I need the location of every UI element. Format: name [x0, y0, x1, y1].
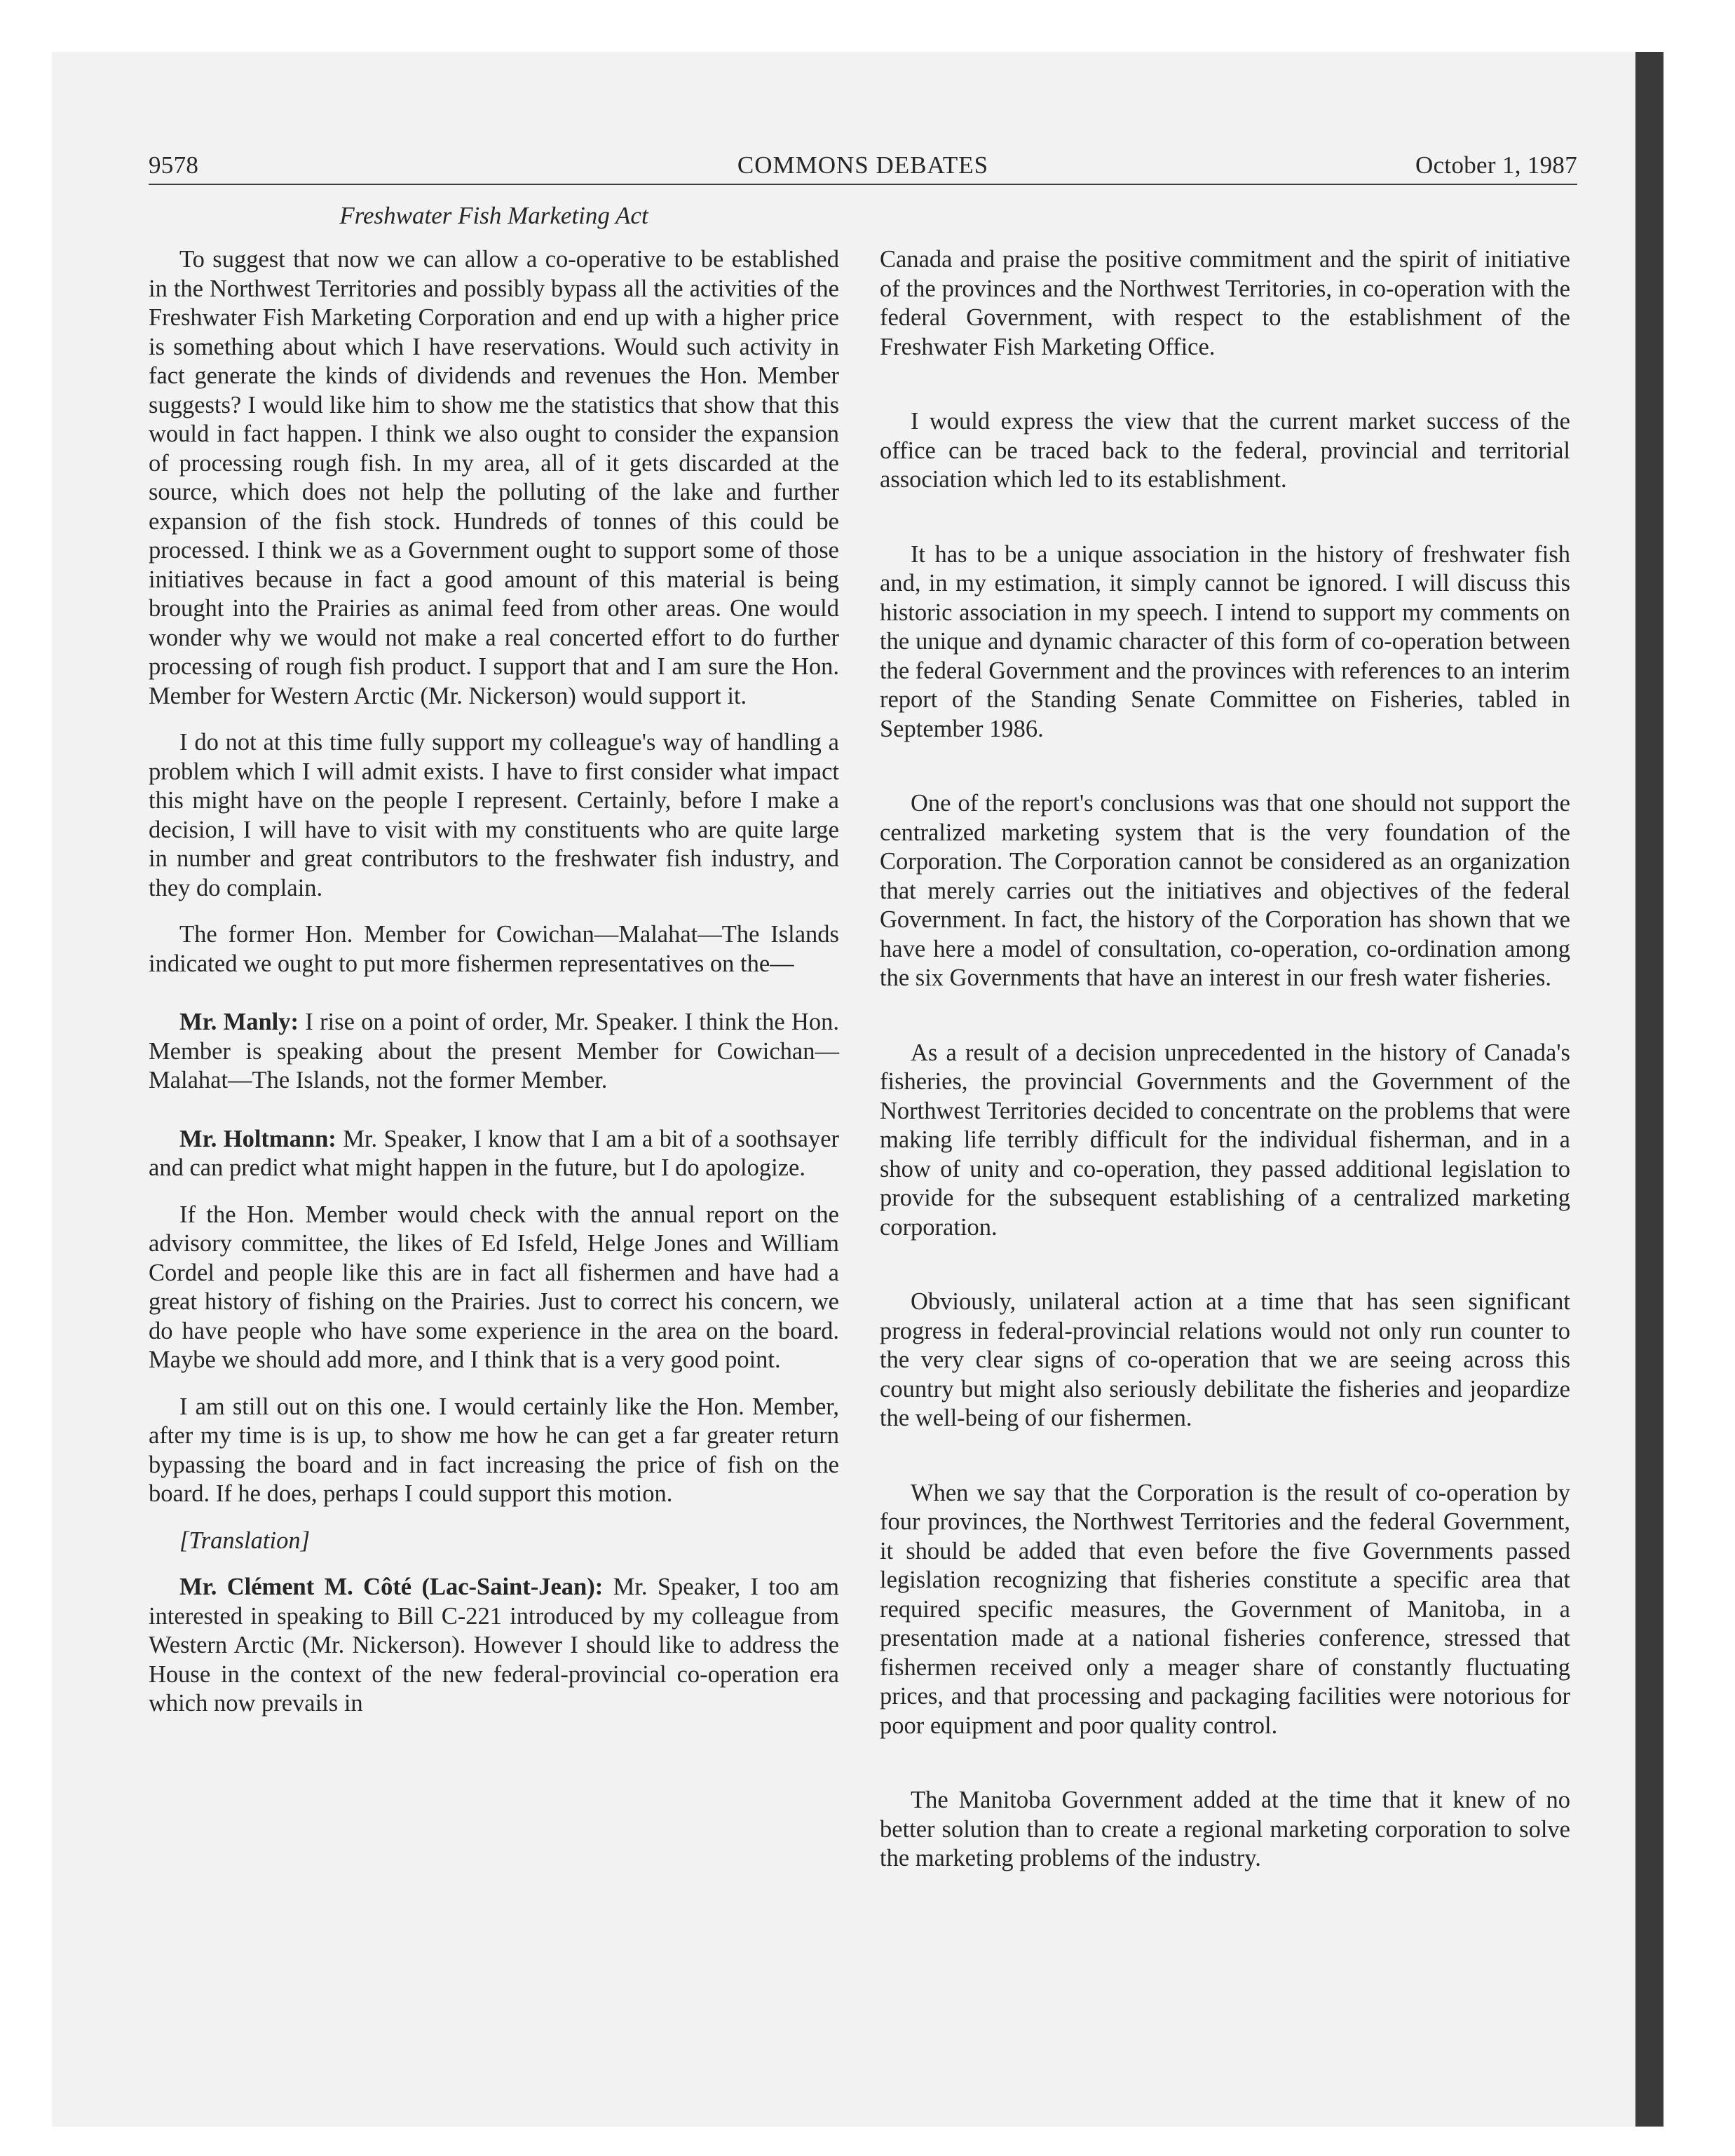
speaker-paragraph: [149, 1008, 839, 1096]
paragraph-text: Mr. Speaker, I too am interested in speaking to Bill C-221 introduced by my colleague from Western Arctic (Mr. Nickerson). However I should like to address the House in the context of the new federal-provincial co-operation era which now prevails in: [149, 1574, 840, 1717]
speaker-paragraph: [149, 1125, 839, 1183]
paragraph-text: It has to be a unique association in the history of freshwater fish and, in my estimation, it simply cannot be ignored. I will discuss this historic association in my speech. I intend to support my comments on the unique and dynamic character of this form of co-operation between the federal Government and the provinces with references to an interim report of the Standing Senate Committee on Fisheries, tabled in September 1986.: [880, 540, 1570, 742]
paragraph-text: To suggest that now we can allow a co-operative to be established in the Northwest Territories and possibly bypass all the activities of the Freshwater Fish Marketing Corporation and end up with a higher price is something about which I have reservations. Would such activity in fact generate the kinds of dividends and revenues the Hon. Member suggests? I would like him to show me the statistics that show that this would in fact happen. I think we also ought to consider the expansion of processing rough fish. In my area, all of it gets discarded at the source, which does not help the polluting of the lake and further expansion of the fish stock. Hundreds of tonnes of this could be processed. I think we as a Government ought to support some of those initiatives because in fact a good amount of this material is being brought into the Prairies as animal feed from other areas. One would wonder why we would not make a real concerted effort to do further processing of rough fish product. I support that and I am sure the Hon. Member for Western Arctic (Mr. Nickerson) would support it.: [149, 246, 839, 709]
scan-edge-shadow: [1635, 52, 1663, 2127]
paragraph-text: If the Hon. Member would check with the annual report on the advisory committee, the likes of Ed Isfeld, Helge Jones and William Cordel and people like this are in fact all fishermen and have had a great history of fishing on the Prairies. Just to correct his concern, we do have people who have some experience in the area on the board. Maybe we should add more, and I think that is a very good point.: [149, 1201, 839, 1373]
paragraph-text: I rise on a point of order, Mr. Speaker. I think the Hon. Member is speaking about the present Member for Cowichan—Malahat—The Islands, not the former Member.: [149, 1009, 839, 1093]
paragraph-text: The former Hon. Member for Cowichan—Malahat—The Islands indicated we ought to put more fishermen representatives on the—: [149, 921, 839, 977]
paragraph: [880, 1786, 1570, 1874]
paragraph-text: One of the report's conclusions was that one should not support the centralized marketing system that is the very foundation of the Corporation. The Corporation cannot be considered as an organization that merely carries out the initiatives and objectives of the federal Government. In fact, the history of the Corporation has shown that we have here a model of consultation, co-operation, co-ordination among the six Governments that have an interest in our fresh water fisheries.: [880, 790, 1570, 991]
header-rule: [149, 184, 1577, 185]
paragraph: [149, 920, 839, 978]
paragraph-text: I would express the view that the current market success of the office can be traced back to the federal, provincial and territorial association which led to its establishment.: [880, 408, 1570, 493]
publication-date: October 1, 1987: [1415, 151, 1577, 179]
paragraph: [149, 1393, 839, 1509]
publication-title: COMMONS DEBATES: [737, 151, 989, 179]
paragraph: [149, 728, 839, 903]
paragraph-text: Canada and praise the positive commitment and the spirit of initiative of the provinces and the Northwest Territories, in co-operation with the federal Government, with respect to the establishment of the Freshwater Fish Marketing Office.: [880, 246, 1570, 360]
paragraph-text: The Manitoba Government added at the time that it knew of no better solution than to create a regional marketing corporation to solve the marketing problems of the industry.: [880, 1787, 1570, 1871]
paragraph-text: I do not at this time fully support my colleague's way of handling a problem which I will admit exists. I have to first consider what impact this might have on the people I represent. Certainly, before I make a decision, I will have to visit with my constituents who are quite large in number and great contributors to the freshwater fish industry, and they do complain.: [149, 729, 839, 901]
paragraph: [149, 1201, 839, 1375]
paragraph-text: I am still out on this one. I would certainly like the Hon. Member, after my time is is up, to show me how he can get a far greater return bypassing the board and in fact increasing the price of fish on the board. If he does, perhaps I could support this motion.: [149, 1393, 839, 1507]
paragraph: [880, 407, 1570, 495]
paragraph: [880, 1039, 1570, 1243]
paragraph-text: As a result of a decision unprecedented in the history of Canada's fisheries, the provincial Governments and the Government of the Northwest Territories decided to concentrate on the problems that were making life terribly difficult for the individual fisherman, and in a show of unity and co-operation, they passed additional legislation to provide for the subsequent establishing of a centralized marketing corporation.: [880, 1039, 1570, 1241]
paragraph: [149, 245, 839, 711]
translation-label: [Translation]: [179, 1527, 310, 1554]
page-header: [149, 151, 1577, 184]
translation-note: [149, 1527, 839, 1556]
paragraph: [880, 789, 1570, 993]
left-column: [149, 245, 839, 1736]
paragraph: [880, 245, 1570, 362]
speaker-name: Mr. Manly:: [179, 1009, 299, 1035]
speaker-name: Mr. Holtmann:: [179, 1125, 336, 1152]
paragraph-text: Mr. Speaker, I know that I am a bit of a soothsayer and can predict what might happen in the future, but I do apologize.: [149, 1125, 840, 1181]
right-column: [880, 245, 1570, 1919]
paragraph: [880, 1288, 1570, 1433]
paragraph: [880, 540, 1570, 744]
paragraph-text: Obviously, unilateral action at a time that has seen significant progress in federal-provincial relations would not only run counter to the very clear signs of co-operation that we are seeing across this country but might also seriously debilitate the fisheries and jeopardize the well-being of our fishermen.: [880, 1288, 1570, 1431]
paragraph: [880, 1479, 1570, 1741]
page-number: 9578: [149, 151, 199, 179]
speaker-paragraph: [149, 1573, 839, 1719]
subject-heading: Freshwater Fish Marketing Act: [339, 202, 648, 229]
speaker-name: Mr. Clément M. Côté (Lac-Saint-Jean):: [179, 1574, 604, 1600]
paragraph-text: When we say that the Corporation is the result of co-operation by four provinces, the Northwest Territories and the federal Government, it should be added that even before the five Governments passed legislation recognizing that fisheries constitute a specific area that required specific measures, the Government of Manitoba, in a presentation made at a national fisheries conference, stressed that fishermen received only a meager share of constantly fluctuating prices, and that processing and packaging facilities were notorious for poor equipment and poor quality control.: [880, 1479, 1570, 1739]
